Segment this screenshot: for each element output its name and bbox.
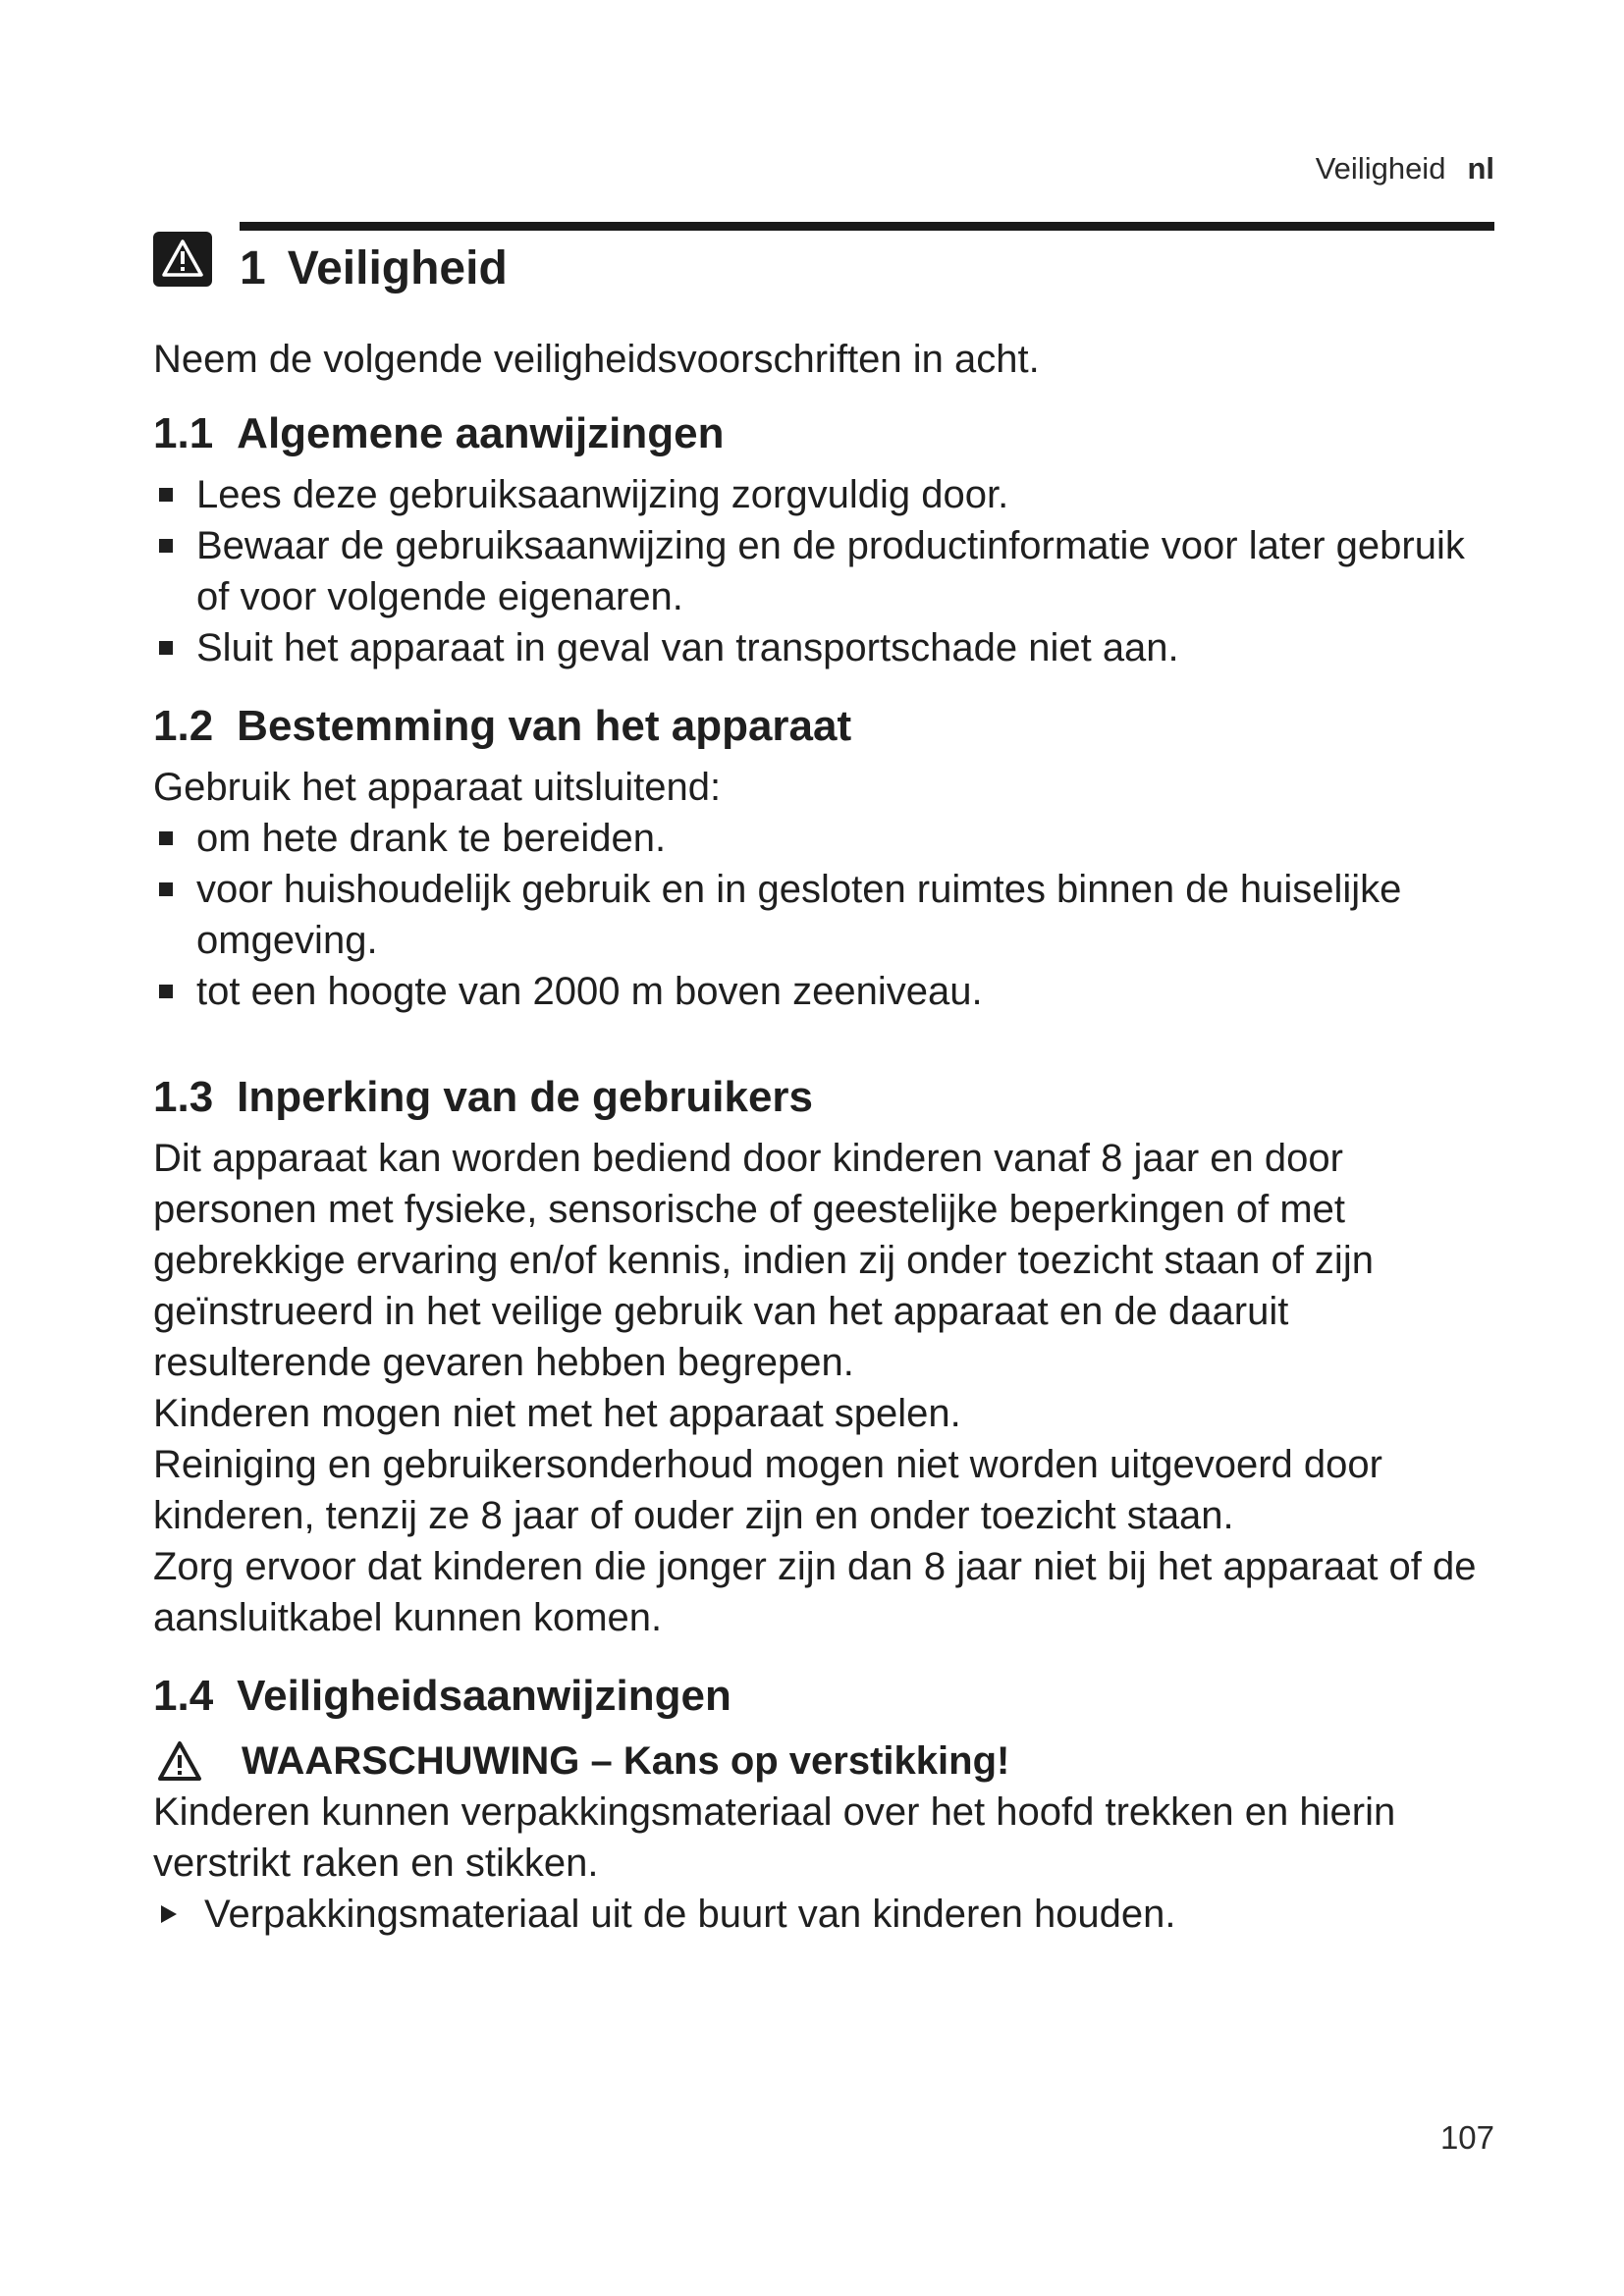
list-item: tot een hoogte van 2000 m boven zeeniveau. — [153, 966, 1500, 1017]
chapter-intro: Neem de volgende veiligheidsvoorschriften in acht. — [153, 338, 1040, 381]
warning-triangle-icon — [153, 232, 212, 287]
chapter-title-text: Veiligheid — [287, 242, 508, 294]
chapter-title — [240, 241, 508, 296]
bullet-list — [153, 469, 1500, 673]
paragraph: Reiniging en gebruikersonderhoud mogen niet worden uitgevoerd door kinderen, tenzij ze 8 jaar of ouder zijn en onder toezicht staan. — [153, 1443, 1382, 1537]
running-header — [1316, 149, 1494, 188]
section-title: Bestemming van het apparaat — [237, 702, 852, 750]
section-title: Algemene aanwijzingen — [237, 409, 725, 457]
list-item: om hete drank te bereiden. — [153, 813, 1500, 864]
chapter-rule — [240, 222, 1494, 231]
bullet-list — [153, 813, 1500, 1017]
running-header-section: Veiligheid — [1315, 151, 1446, 186]
paragraph: Dit apparaat kan worden bediend door kinderen vanaf 8 jaar en door personen met fysieke, sensorische of geestelijke beperkingen of met gebrekkige ervaring en/of kennis, indien zij onder toezicht staan of zijn geïnstrueerd in het veilige gebruik van het apparaat en de daaruit resulterende gevaren hebben begrepen. — [153, 1137, 1374, 1384]
section-number: 1.3 — [153, 1073, 214, 1121]
section-number: 1.1 — [153, 409, 214, 457]
section-safety-instructions — [153, 1669, 1500, 1940]
warning-title: WAARSCHUWING – Kans op verstikking! — [242, 1739, 1010, 1783]
chapter-number: 1 — [240, 242, 266, 294]
page-number: 107 — [1439, 2119, 1494, 2156]
warning-triangle-icon — [157, 1740, 202, 1782]
section-heading — [153, 1669, 1500, 1724]
section-general — [153, 406, 1500, 673]
section-user-restriction — [153, 1070, 1500, 1643]
section-heading — [153, 699, 1500, 754]
paragraph: Kinderen mogen niet met het apparaat spelen. — [153, 1392, 961, 1435]
section-number: 1.2 — [153, 702, 214, 750]
paragraph: Zorg ervoor dat kinderen die jonger zijn dan 8 jaar niet bij het apparaat of de aansluitkabel kunnen komen. — [153, 1545, 1477, 1639]
section-heading — [153, 406, 1500, 461]
section-title: Veiligheidsaanwijzingen — [237, 1672, 731, 1720]
list-item: Bewaar de gebruiksaanwijzing en de productinformatie voor later gebruik of voor volgende eigenaren. — [153, 520, 1500, 622]
arrow-right-icon — [161, 1905, 177, 1923]
section-heading — [153, 1070, 1500, 1125]
action-text: Verpakkingsmateriaal uit de buurt van kinderen houden. — [204, 1893, 1176, 1936]
warning-heading — [153, 1735, 1500, 1787]
list-item: Sluit het apparaat in geval van transportschade niet aan. — [153, 622, 1500, 673]
section-intended-use — [153, 699, 1500, 1017]
action-step — [153, 1889, 1500, 1940]
warning-text: Kinderen kunnen verpakkingsmateriaal over het hoofd trekken en hierin verstrikt raken en stikken. — [153, 1790, 1396, 1885]
section-number: 1.4 — [153, 1672, 214, 1720]
section-title: Inperking van de gebruikers — [237, 1073, 814, 1121]
running-header-language: nl — [1467, 151, 1494, 186]
list-item: Lees deze gebruiksaanwijzing zorgvuldig door. — [153, 469, 1500, 520]
list-item: voor huishoudelijk gebruik en in gesloten ruimtes binnen de huiselijke omgeving. — [153, 864, 1500, 966]
page-content — [153, 334, 1500, 1965]
section-lead: Gebruik het apparaat uitsluitend: — [153, 766, 722, 809]
